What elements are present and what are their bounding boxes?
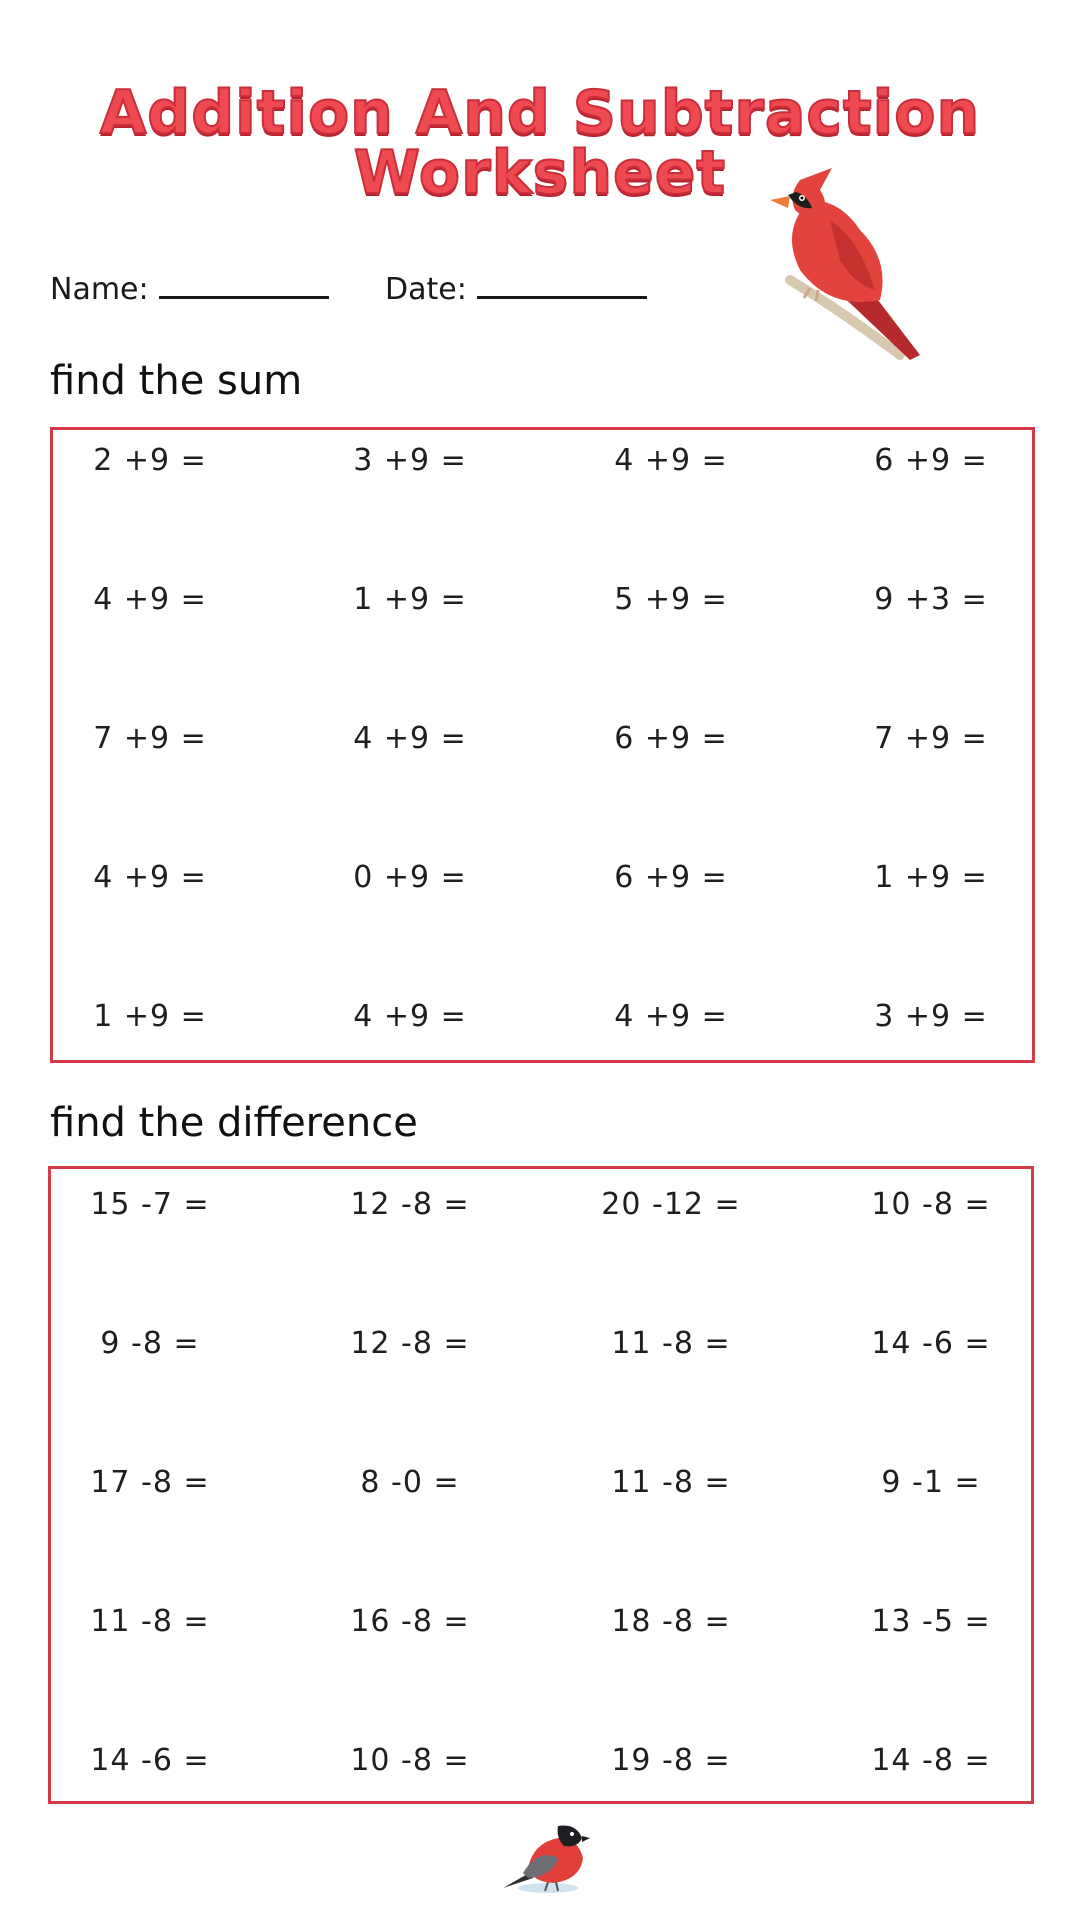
sum-problem: 4 +9 =	[353, 999, 467, 1034]
difference-section-heading: find the difference	[50, 1100, 418, 1146]
date-field[interactable]	[385, 268, 647, 307]
difference-problem: 12 -8 =	[350, 1187, 470, 1222]
sum-problem: 4 +9 =	[614, 443, 728, 478]
difference-problem: 9 -8 =	[100, 1326, 200, 1361]
sum-problem: 4 +9 =	[93, 582, 207, 617]
sum-problem: 6 +9 =	[614, 860, 728, 895]
difference-problem: 14 -6 =	[90, 1743, 210, 1778]
difference-problem: 11 -8 =	[611, 1465, 731, 1500]
sum-problem: 0 +9 =	[353, 860, 467, 895]
worksheet-title-line-2: Worksheet	[353, 138, 727, 208]
sum-section-heading: find the sum	[50, 358, 303, 404]
worksheet-title-line-1: Addition And Subtraction	[99, 78, 981, 148]
difference-problem: 10 -8 =	[350, 1743, 470, 1778]
sum-problem: 4 +9 =	[93, 860, 207, 895]
sum-problem: 6 +9 =	[874, 443, 988, 478]
cardinal-bird-icon	[760, 160, 950, 360]
sum-problem: 5 +9 =	[614, 582, 728, 617]
difference-problem: 12 -8 =	[350, 1326, 470, 1361]
difference-problem: 15 -7 =	[90, 1187, 210, 1222]
date-blank-line[interactable]	[477, 268, 647, 299]
difference-problem: 20 -12 =	[601, 1187, 741, 1222]
difference-problem: 18 -8 =	[611, 1604, 731, 1639]
name-field[interactable]	[50, 268, 329, 307]
difference-problem: 11 -8 =	[90, 1604, 210, 1639]
difference-problem: 14 -6 =	[871, 1326, 991, 1361]
difference-problem: 10 -8 =	[871, 1187, 991, 1222]
difference-problem: 11 -8 =	[611, 1326, 731, 1361]
difference-problem: 13 -5 =	[871, 1604, 991, 1639]
difference-problem: 8 -0 =	[360, 1465, 460, 1500]
sum-problem: 1 +9 =	[874, 860, 988, 895]
sum-problem: 7 +9 =	[874, 721, 988, 756]
name-label: Name:	[50, 272, 149, 307]
name-blank-line[interactable]	[159, 268, 329, 299]
difference-problem: 16 -8 =	[350, 1604, 470, 1639]
difference-problem: 9 -1 =	[881, 1465, 981, 1500]
sum-problem: 4 +9 =	[614, 999, 728, 1034]
difference-problem: 17 -8 =	[90, 1465, 210, 1500]
sum-problem: 7 +9 =	[93, 721, 207, 756]
sum-problem: 1 +9 =	[93, 999, 207, 1034]
difference-problem: 19 -8 =	[611, 1743, 731, 1778]
sum-problem: 4 +9 =	[353, 721, 467, 756]
sum-problem: 1 +9 =	[353, 582, 467, 617]
sum-problem: 2 +9 =	[93, 443, 207, 478]
sum-problem: 9 +3 =	[874, 582, 988, 617]
difference-problem: 14 -8 =	[871, 1743, 991, 1778]
bullfinch-bird-icon	[498, 1818, 598, 1898]
sum-problem: 3 +9 =	[353, 443, 467, 478]
sum-problem: 6 +9 =	[614, 721, 728, 756]
date-label: Date:	[385, 272, 467, 307]
sum-problem: 3 +9 =	[874, 999, 988, 1034]
